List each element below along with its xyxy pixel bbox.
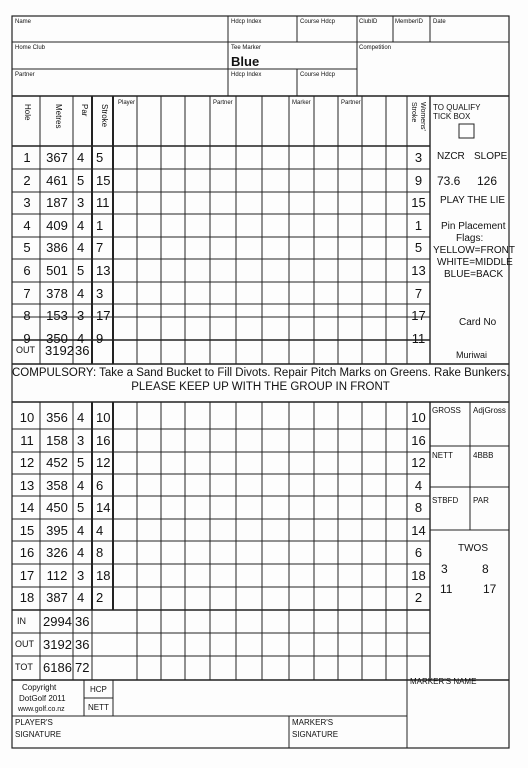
- hdcp-index-label: Hdcp Index: [231, 19, 262, 25]
- hole-stroke: 17: [96, 308, 111, 324]
- hole-par: 3: [77, 308, 85, 324]
- hole-metres: 367: [46, 150, 68, 165]
- col-player: Player: [118, 100, 136, 106]
- hole-womens-stroke: 18: [411, 567, 426, 583]
- name-label: Name: [15, 19, 32, 25]
- hole-par: 5: [77, 500, 85, 515]
- hole-womens-stroke: 10: [411, 410, 426, 425]
- pin-white: WHITE=MIDDLE: [437, 257, 513, 268]
- hole-metres: 395: [46, 522, 68, 538]
- pin-blue: BLUE=BACK: [444, 269, 504, 280]
- hole-metres: 386: [46, 240, 68, 256]
- club-id-label: ClubID: [359, 19, 378, 25]
- hole-par: 4: [77, 240, 85, 256]
- hole-womens-stroke: 1: [414, 217, 423, 233]
- copyright-line1: Copyright: [22, 683, 57, 692]
- hole-womens-stroke: 3: [414, 150, 423, 165]
- col-womens-stroke: Womens' Stroke: [410, 102, 426, 131]
- total-out-label: OUT: [15, 639, 34, 649]
- twos-value-3: 11: [440, 582, 453, 596]
- tee-marker-label: Tee Marker: [231, 45, 262, 51]
- hole-metres: 358: [46, 477, 68, 493]
- hole-number: 1: [23, 150, 31, 165]
- hole-metres: 452: [46, 455, 68, 470]
- hole-stroke: 4: [96, 522, 104, 538]
- hole-womens-stroke: 17: [411, 308, 426, 324]
- nzcr-value: 73.6: [437, 174, 461, 188]
- hole-womens-stroke: 6: [414, 545, 423, 560]
- hole-par: 5: [77, 455, 85, 470]
- hole-metres: 153: [46, 308, 68, 324]
- qualify-label: TO QUALIFY TICK BOX: [433, 103, 481, 121]
- col-marker: Marker: [292, 100, 311, 106]
- hole-stroke: 13: [96, 263, 111, 278]
- col-partner: Partner: [213, 100, 233, 106]
- hole-number: 11: [20, 432, 34, 448]
- footer-nett-label: NETT: [88, 703, 109, 712]
- hole-stroke: 10: [96, 410, 111, 425]
- hole-number: 9: [23, 330, 31, 346]
- course-name: Muriwai: [456, 350, 488, 360]
- twos-value-2: 8: [482, 562, 489, 576]
- hole-number: 2: [23, 172, 31, 188]
- markers-name-label: MARKER'S NAME: [410, 677, 477, 686]
- hole-stroke: 5: [96, 150, 104, 165]
- play-the-lie: PLAY THE LIE: [440, 195, 506, 206]
- col-par: Par: [80, 104, 89, 117]
- slope-value: 126: [477, 174, 498, 188]
- hole-metres: 112: [46, 567, 68, 583]
- tot-par: 72: [75, 660, 90, 675]
- hole-par: 3: [77, 195, 85, 211]
- twos-value-4: 17: [483, 582, 497, 596]
- pin-placement: Pin Placement: [441, 221, 506, 232]
- hole-par: 4: [77, 477, 85, 493]
- tee-marker-value: Blue: [231, 54, 260, 69]
- hole-stroke: 2: [96, 590, 104, 605]
- home-club-label: Home Club: [15, 45, 46, 51]
- adj-gross-label: AdjGross: [473, 406, 506, 415]
- qualify-checkbox[interactable]: [459, 124, 474, 138]
- hole-number: 7: [23, 285, 31, 301]
- total-out-par: 36: [75, 637, 90, 652]
- hole-number: 10: [19, 410, 35, 425]
- nzcr-label: NZCR: [437, 151, 465, 162]
- hole-stroke: 12: [96, 455, 111, 470]
- hole-womens-stroke: 7: [414, 285, 423, 301]
- hole-number: 3: [23, 195, 31, 211]
- hole-stroke: 6: [96, 477, 104, 493]
- par-label: PAR: [473, 496, 489, 505]
- twos-label: TWOS: [458, 543, 488, 554]
- out-label: OUT: [16, 345, 35, 355]
- hole-metres: 461: [46, 172, 68, 188]
- pin-flags: Flags:: [456, 233, 484, 244]
- hole-metres: 356: [46, 410, 68, 425]
- partner-course-hdcp-label: Course Hdcp: [300, 72, 336, 78]
- 4bbb-label: 4BBB: [473, 451, 494, 460]
- markers-signature-line1: MARKER'S: [292, 718, 334, 727]
- hole-stroke: 8: [96, 545, 104, 560]
- hole-stroke: 1: [96, 217, 104, 233]
- copyright-line2: DotGolf 2011: [19, 694, 66, 703]
- compulsory-line1: COMPULSORY: Take a Sand Bucket to Fill Divots. Repair Pitch Marks on Greens. Rake Bunkers.: [12, 367, 510, 379]
- hole-number: 16: [19, 545, 35, 560]
- compulsory-line2: PLEASE KEEP UP WITH THE GROUP IN FRONT: [131, 381, 390, 393]
- hole-womens-stroke: 4: [414, 477, 423, 493]
- tot-label: TOT: [15, 662, 33, 672]
- hole-metres: 350: [46, 330, 68, 346]
- hole-par: 4: [77, 522, 85, 538]
- hole-par: 4: [77, 330, 85, 346]
- hole-womens-stroke: 12: [411, 455, 426, 470]
- hole-metres: 409: [46, 217, 68, 233]
- hole-stroke: 7: [96, 240, 104, 256]
- hole-stroke: 16: [96, 432, 111, 448]
- hole-womens-stroke: 13: [411, 263, 426, 278]
- hole-number: 12: [19, 455, 35, 470]
- hole-metres: 158: [46, 432, 68, 448]
- twos-value-1: 3: [441, 562, 448, 576]
- partner-hdcp-index-label: Hdcp Index: [231, 72, 262, 78]
- hole-womens-stroke: 2: [414, 590, 423, 605]
- hole-number: 8: [23, 308, 31, 324]
- hole-par: 4: [77, 217, 85, 233]
- hole-stroke: 15: [96, 172, 111, 188]
- hole-par: 3: [77, 432, 85, 448]
- course-hdcp-label: Course Hdcp: [300, 19, 336, 25]
- hole-stroke: 3: [96, 285, 104, 301]
- out-metres: 3192: [45, 343, 74, 358]
- col-metres: Metres: [54, 104, 63, 129]
- col-stroke: Stroke: [100, 104, 109, 128]
- hole-metres: 450: [46, 500, 68, 515]
- partner-label: Partner: [15, 72, 35, 78]
- hole-womens-stroke: 11: [411, 330, 426, 346]
- col-hole: Hole: [23, 104, 32, 121]
- hole-number: 14: [19, 500, 35, 515]
- nett-label: NETT: [432, 451, 453, 460]
- copyright-line3: www.golf.co.nz: [18, 706, 65, 713]
- hole-par: 5: [77, 172, 85, 188]
- hole-par: 5: [77, 263, 85, 278]
- total-out-metres: 3192: [43, 637, 72, 652]
- markers-signature-line2: SIGNATURE: [292, 730, 339, 739]
- in-par: 36: [75, 614, 90, 629]
- hole-number: 13: [19, 477, 35, 493]
- hole-par: 4: [77, 545, 85, 560]
- hole-number: 17: [19, 567, 35, 583]
- hcp-label: HCP: [90, 685, 107, 694]
- hole-metres: 387: [46, 590, 68, 605]
- hole-womens-stroke: 14: [411, 522, 426, 538]
- col-partner2: Partner: [341, 100, 361, 106]
- hole-par: 4: [77, 150, 85, 165]
- slope-label: SLOPE: [474, 151, 508, 162]
- hole-metres: 378: [46, 285, 68, 301]
- hole-womens-stroke: 9: [414, 172, 423, 188]
- players-signature-line1: PLAYER'S: [15, 718, 53, 727]
- hole-number: 15: [19, 522, 35, 538]
- hole-par: 4: [77, 410, 85, 425]
- hole-number: 18: [19, 590, 35, 605]
- date-label: Date: [433, 19, 446, 25]
- tot-metres: 6186: [43, 660, 72, 675]
- competition-label: Competition: [359, 45, 392, 51]
- hole-par: 3: [77, 567, 85, 583]
- hole-par: 4: [77, 590, 85, 605]
- hole-womens-stroke: 5: [414, 240, 423, 256]
- hole-womens-stroke: 16: [411, 432, 426, 448]
- card-no-label: Card No: [459, 317, 497, 328]
- hole-stroke: 9: [96, 330, 104, 346]
- hole-metres: 326: [46, 545, 68, 560]
- players-signature-line2: SIGNATURE: [15, 730, 62, 739]
- hole-par: 4: [77, 285, 85, 301]
- hole-metres: 187: [46, 195, 68, 211]
- in-metres: 2994: [43, 614, 72, 629]
- hole-number: 5: [23, 240, 31, 256]
- hole-womens-stroke: 8: [414, 500, 423, 515]
- pin-yellow: YELLOW=FRONT: [433, 245, 515, 256]
- gross-label: GROSS: [432, 406, 461, 415]
- hole-stroke: 18: [96, 567, 111, 583]
- out-par: 36: [75, 343, 90, 358]
- hole-number: 6: [23, 263, 31, 278]
- hole-number: 4: [23, 217, 31, 233]
- in-label: IN: [17, 616, 26, 626]
- hole-metres: 501: [46, 263, 68, 278]
- hole-stroke: 11: [96, 195, 110, 211]
- hole-womens-stroke: 15: [411, 195, 426, 211]
- stbfd-label: STBFD: [432, 496, 459, 505]
- hole-stroke: 14: [96, 500, 111, 515]
- member-id-label: MemberID: [395, 19, 424, 25]
